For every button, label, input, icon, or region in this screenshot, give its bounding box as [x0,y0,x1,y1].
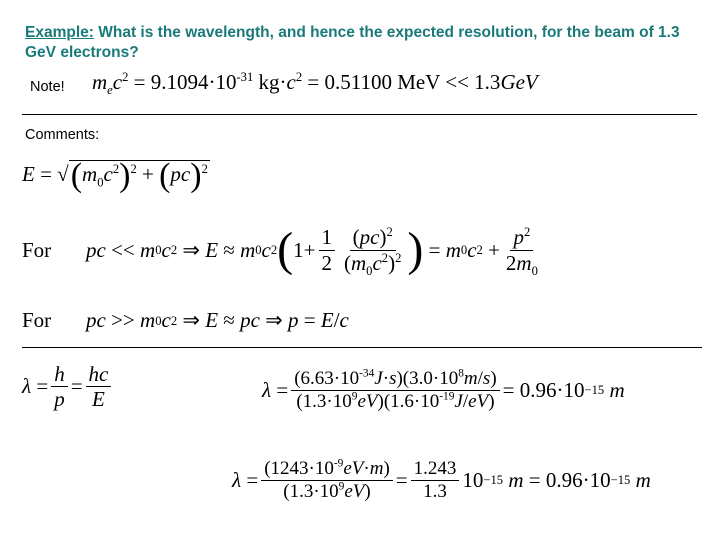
wavelength-calculation-2: λ = $\frac{(1243\cdot 10^{-9}eV\cdot m)}{(1.3\cdot 10^9eV)}$ = $\frac{1.243}{1.3}$ 10 −15 m = 0.96·10 −15 m [232,457,651,502]
rest-energy-equation: $m_ec^2 = 9.1094\cdot 10^{-31}$ $kg\cdot c^2 = 0.51100$ MeV << 1.3GeV [92,70,538,98]
slide-title [25,23,705,63]
divider-bottom [22,347,702,348]
for-label-2: For [22,308,52,332]
for-label-1: For [22,237,52,262]
energy-momentum-equation: $E = √(m_0c^2)^2 + (pc)^2$ [22,157,208,194]
note-label: Note! [30,79,65,95]
divider-top [22,114,697,115]
wavelength-calculation-1: λ = $\frac{(6.63\cdot 10^{-34}J\cdot s)(3.0\cdot 10^8m/s)}{(1.3\cdot 10^9eV)(1.6\cdot 10^{-19}J/eV)}$ = 0.96·10 −15 m [262,367,625,412]
example-label: Example: [25,24,94,41]
wavelength-definition: λ = $\frac{h}{p}$ = $\frac{hc}{E}$ [22,362,114,411]
low-momentum-limit: For pc << m 0 c 2 ⇒ E ≈ m 0 c 2 ( 1+ $\frac{1}{2}$ $\frac{(pc)^2}{(m_0c^2)^2}$ ) = m 0 c 2 + $\frac{p^2}{2m_0}$ [22,223,538,278]
example-question: What is the wavelength, and hence the expected resolution, for the beam of 1.3 GeV electrons? [25,24,680,61]
high-momentum-limit: For pc >> m 0 c 2 ⇒ E ≈ pc ⇒ p = E / c [22,308,349,332]
comments-label: Comments: [25,127,100,143]
